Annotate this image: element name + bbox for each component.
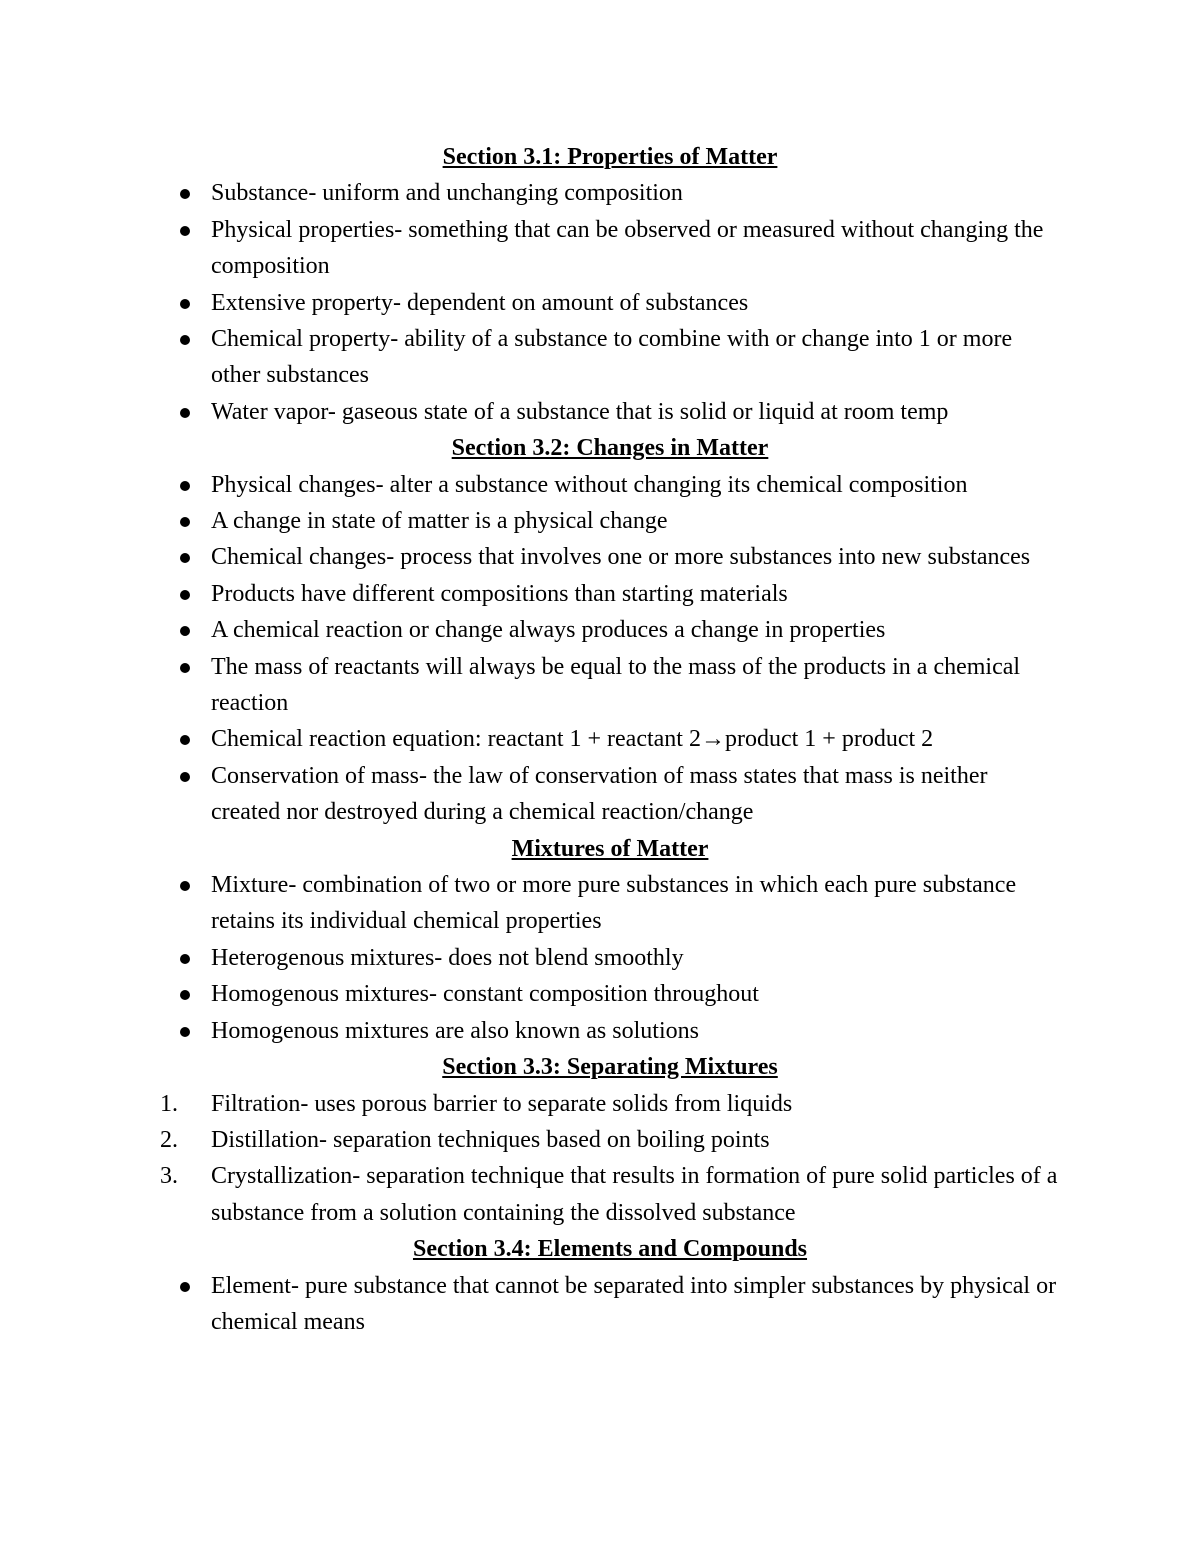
- list-item: Water vapor- gaseous state of a substance that is solid or liquid at room temp: [160, 394, 1060, 430]
- list-number: 2.: [160, 1126, 178, 1153]
- list-number: 3.: [160, 1163, 178, 1190]
- list-item: Chemical reaction equation: reactant 1 + reactant 2→product 1 + product 2: [160, 721, 1060, 757]
- list-item: Chemical property- ability of a substance to combine with or change into 1 or more other substances: [160, 321, 1060, 394]
- section-heading: Section 3.3: Separating Mixtures: [442, 1054, 778, 1081]
- list-item: Conservation of mass- the law of conservation of mass states that mass is neither created nor destroyed during a chemical reaction/change: [160, 758, 1060, 831]
- section-properties-of-matter: [160, 139, 1060, 430]
- document-content: [160, 139, 1060, 1340]
- section-heading: Section 3.4: Elements and Compounds: [412, 1236, 808, 1263]
- list-item: Substance- uniform and unchanging composition: [160, 175, 1060, 211]
- list-item: [160, 1122, 1060, 1158]
- numbered-list: [160, 1086, 1060, 1232]
- list-item: [160, 1158, 1060, 1231]
- list-number: 1.: [160, 1090, 178, 1117]
- list-item: Element- pure substance that cannot be separated into simpler substances by physical or chemical means: [160, 1268, 1060, 1341]
- list-item: The mass of reactants will always be equal to the mass of the products in a chemical reaction: [160, 649, 1060, 722]
- list-item: Homogenous mixtures- constant composition throughout: [160, 976, 1060, 1012]
- list-item: Chemical changes- process that involves one or more substances into new substances: [160, 539, 1060, 575]
- section-heading: Section 3.1: Properties of Matter: [442, 144, 778, 170]
- list-item: Physical properties- something that can be observed or measured without changing the composition: [160, 212, 1060, 285]
- list-item-text: Crystallization- separation technique that results in formation of pure solid particles of a substance from a solution containing the dissolved substance: [211, 1163, 1058, 1226]
- list-item: [160, 1086, 1060, 1122]
- section-separating-mixtures: [160, 1049, 1060, 1231]
- bullet-list: [160, 867, 1060, 1049]
- section-heading: Section 3.2: Changes in Matter: [451, 435, 769, 462]
- list-item: Extensive property- dependent on amount of substances: [160, 285, 1060, 321]
- list-item: A change in state of matter is a physical change: [160, 503, 1060, 539]
- section-elements-and-compounds: [160, 1231, 1060, 1340]
- section-changes-in-matter: [160, 430, 1060, 830]
- list-item: Products have different compositions than starting materials: [160, 576, 1060, 612]
- bullet-list: [160, 175, 1060, 430]
- list-item: Mixture- combination of two or more pure substances in which each pure substance retains its individual chemical properties: [160, 867, 1060, 940]
- section-mixtures-of-matter: [160, 831, 1060, 1049]
- list-item-text: Filtration- uses porous barrier to separate solids from liquids: [211, 1090, 793, 1117]
- list-item-text: Distillation- separation techniques based on boiling points: [211, 1126, 770, 1153]
- list-item: A chemical reaction or change always produces a change in properties: [160, 612, 1060, 648]
- section-heading: Mixtures of Matter: [511, 835, 709, 862]
- bullet-list: [160, 1268, 1060, 1341]
- list-item: Homogenous mixtures are also known as solutions: [160, 1013, 1060, 1049]
- list-item: Heterogenous mixtures- does not blend smoothly: [160, 940, 1060, 976]
- bullet-list: [160, 467, 1060, 831]
- list-item: Physical changes- alter a substance without changing its chemical composition: [160, 467, 1060, 503]
